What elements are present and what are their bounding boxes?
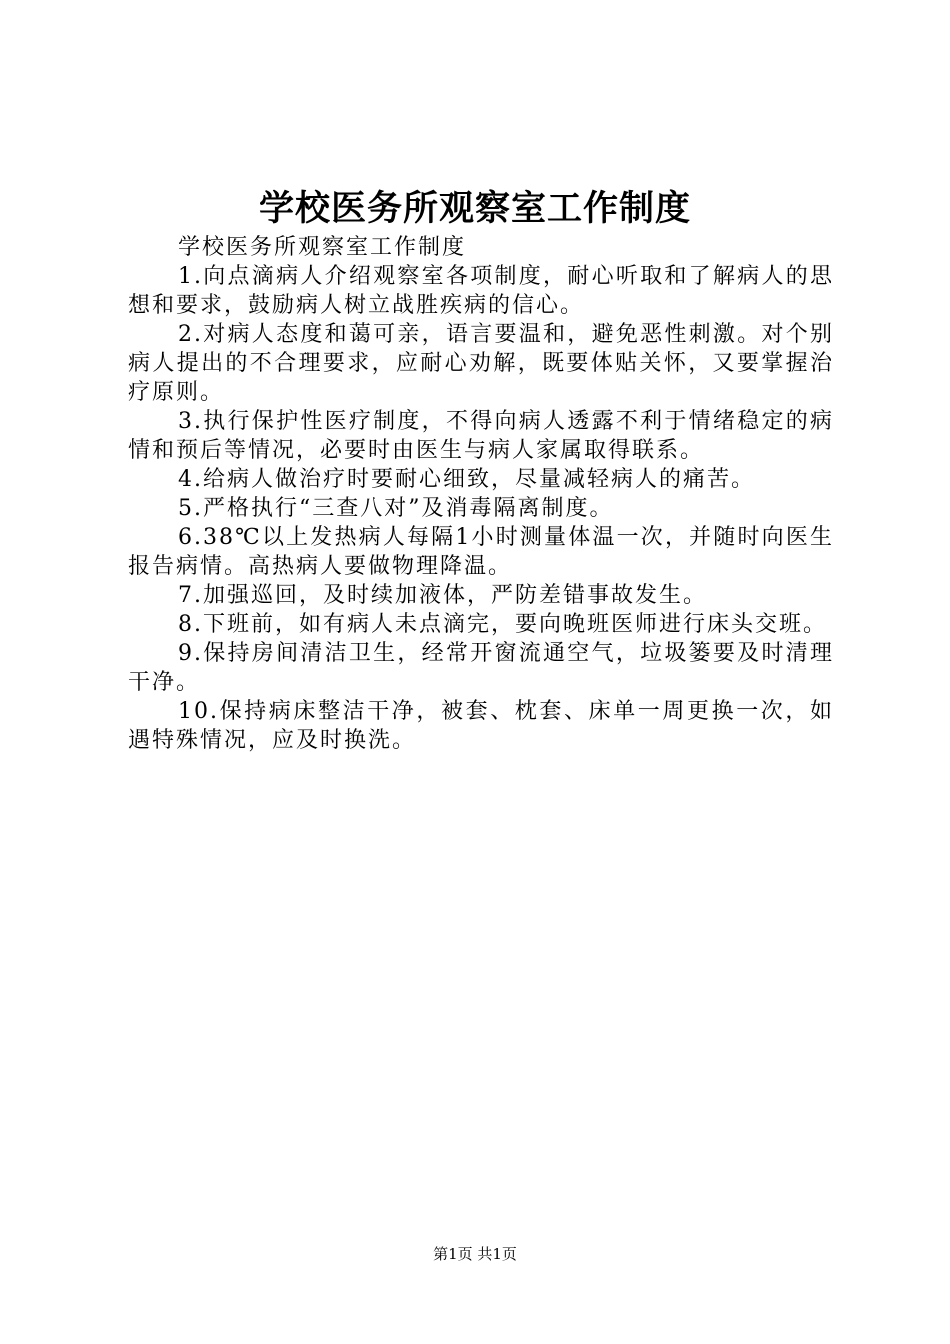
paragraph-rule-4: 4.给病人做治疗时要耐心细致，尽量减轻病人的痛苦。: [178, 467, 755, 492]
page-footer: 第1页 共1页: [433, 1245, 517, 1263]
paragraph-rule-10: 10.保持病床整洁干净，被套、枕套、床单一周更换一次，如遇特殊情况，应及时换洗。: [128, 699, 834, 753]
document-title: 学校医务所观察室工作制度: [258, 188, 691, 229]
paragraph-rule-6: 6.38℃以上发热病人每隔1小时测量体温一次，并随时向医生报告病情。高热病人要做物理降温。: [128, 525, 834, 579]
paragraph-heading: 学校医务所观察室工作制度: [178, 235, 467, 260]
paragraph-rule-9: 9.保持房间清洁卫生，经常开窗流通空气，垃圾篓要及时清理干净。: [128, 641, 834, 695]
paragraph-rule-1: 1.向点滴病人介绍观察室各项制度，耐心听取和了解病人的思想和要求，鼓励病人树立战胜疾病的信心。: [128, 264, 834, 318]
paragraph-rule-2: 2.对病人态度和蔼可亲，语言要温和，避免恶性刺激。对个别病人提出的不合理要求，应耐心劝解，既要体贴关怀，又要掌握治疗原则。: [128, 322, 834, 405]
paragraph-rule-3: 3.执行保护性医疗制度，不得向病人透露不利于情绪稳定的病情和预后等情况，必要时由医生与病人家属取得联系。: [128, 409, 834, 463]
document-body: [128, 233, 834, 755]
paragraph-rule-8: 8.下班前，如有病人未点滴完，要向晚班医师进行床头交班。: [178, 612, 827, 637]
paragraph-rule-5: 5.严格执行“三查八对”及消毒隔离制度。: [178, 496, 614, 521]
paragraph-rule-7: 7.加强巡回，及时续加液体，严防差错事故发生。: [178, 583, 707, 608]
